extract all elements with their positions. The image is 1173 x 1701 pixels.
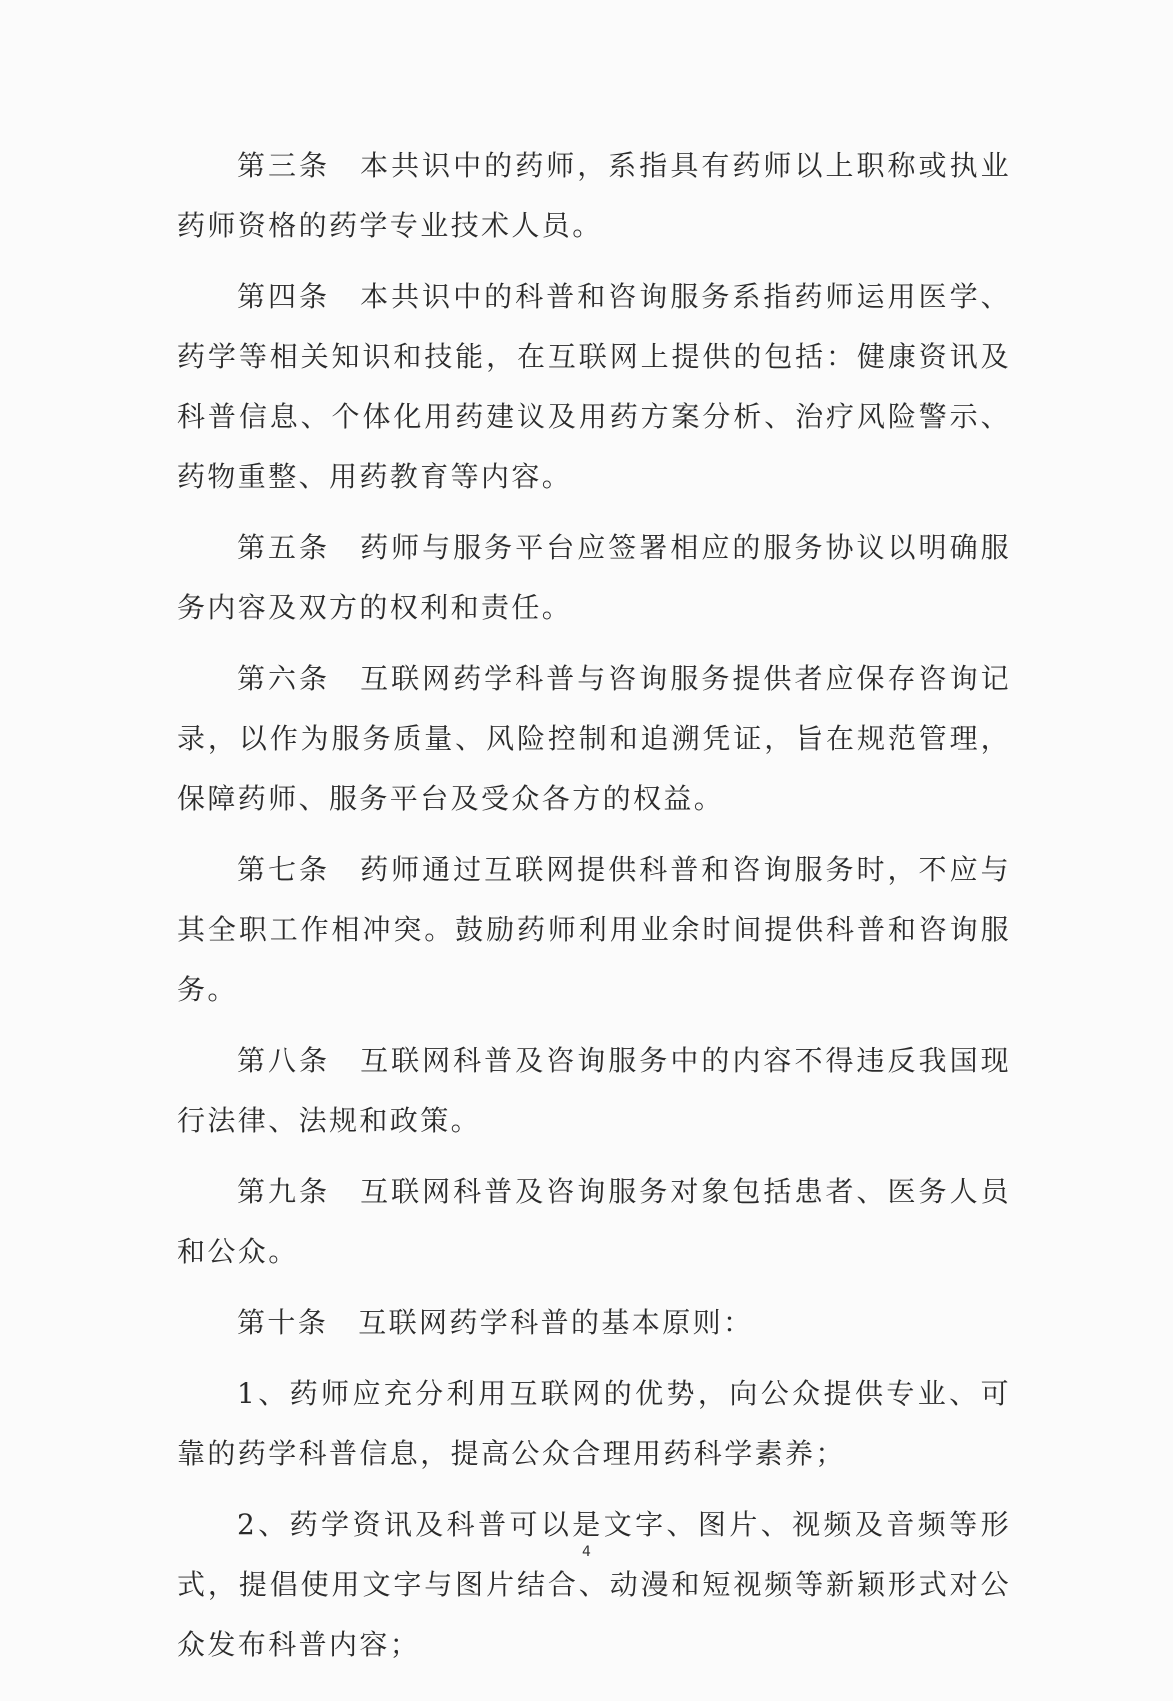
article-7-text: 药师通过互联网提供科普和咨询服务时，不应与其全职工作相冲突。鼓励药师利用业余时间提供科普和咨询服务。 xyxy=(177,853,1011,1006)
article-5-heading: 第五条 xyxy=(237,531,331,564)
article-6 xyxy=(177,649,1011,829)
page-number: 4 xyxy=(582,1544,591,1560)
article-4-text: 本共识中的科普和咨询服务系指药师运用医学、药学等相关知识和技能，在互联网上提供的包括：健康资讯及科普信息、个体化用药建议及用药方案分析、治疗风险警示、药物重整、用药教育等内容。 xyxy=(177,280,1011,493)
article-8-heading: 第八条 xyxy=(237,1044,331,1077)
article-10-heading: 第十条 xyxy=(237,1306,329,1339)
article-8-text: 互联网科普及咨询服务中的内容不得违反我国现行法律、法规和政策。 xyxy=(177,1044,1011,1137)
article-9-heading: 第九条 xyxy=(237,1175,331,1208)
article-6-text: 互联网药学科普与咨询服务提供者应保存咨询记录，以作为服务质量、风险控制和追溯凭证，旨在规范管理，保障药师、服务平台及受众各方的权益。 xyxy=(177,662,1011,815)
article-4 xyxy=(177,267,1011,507)
article-3-heading: 第三条 xyxy=(237,149,331,182)
article-4-heading: 第四条 xyxy=(237,280,331,313)
article-5 xyxy=(177,518,1011,638)
article-8 xyxy=(177,1031,1011,1151)
article-10-item-2 xyxy=(177,1495,1011,1675)
article-10-item-1-text: 1、药师应充分利用互联网的优势，向公众提供专业、可靠的药学科普信息，提高公众合理用药科学素养； xyxy=(177,1377,1011,1470)
article-5-text: 药师与服务平台应签署相应的服务协议以明确服务内容及双方的权利和责任。 xyxy=(177,531,1011,624)
article-10-item-2-text: 2、药学资讯及科普可以是文字、图片、视频及音频等形式，提倡使用文字与图片结合、动漫和短视频等新颖形式对公众发布科普内容； xyxy=(177,1508,1011,1661)
article-7-heading: 第七条 xyxy=(237,853,331,886)
article-9-text: 互联网科普及咨询服务对象包括患者、医务人员和公众。 xyxy=(177,1175,1011,1268)
article-3-text: 本共识中的药师，系指具有药师以上职称或执业药师资格的药学专业技术人员。 xyxy=(177,149,1011,242)
article-10 xyxy=(177,1293,1011,1353)
document-body xyxy=(177,136,1011,1686)
article-7 xyxy=(177,840,1011,1020)
article-9 xyxy=(177,1162,1011,1282)
article-3 xyxy=(177,136,1011,256)
article-10-text: 互联网药学科普的基本原则： xyxy=(358,1306,754,1339)
article-10-item-1 xyxy=(177,1364,1011,1484)
article-6-heading: 第六条 xyxy=(237,662,331,695)
